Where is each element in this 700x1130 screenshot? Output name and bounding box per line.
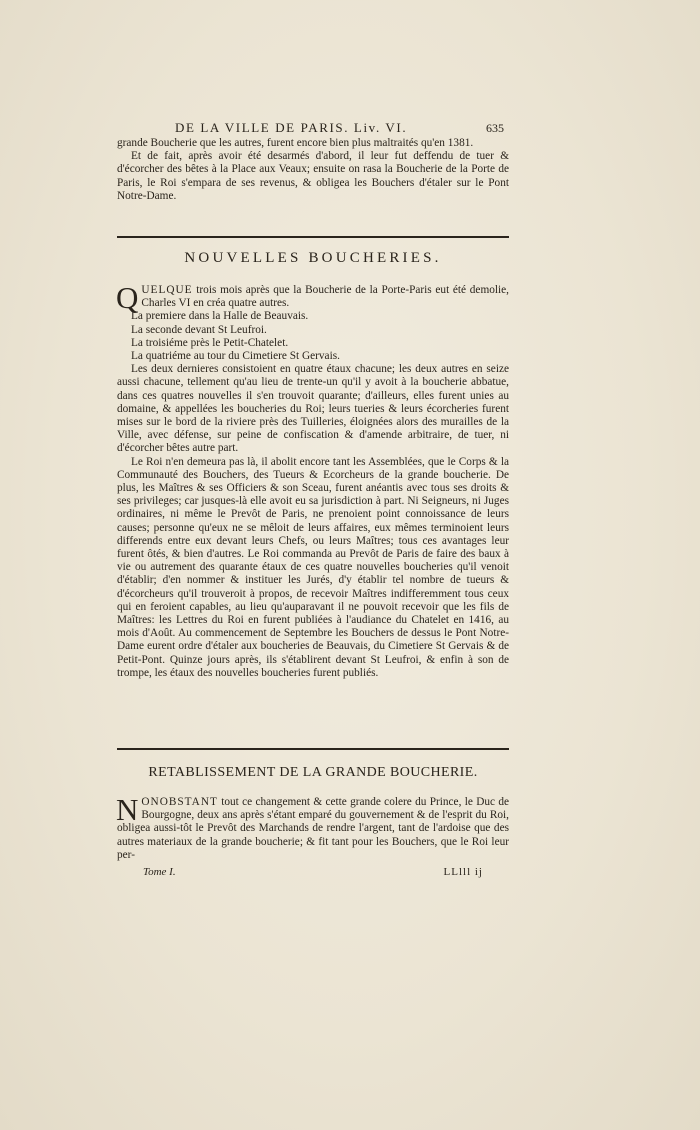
section2-opening-paragraph xyxy=(116,792,509,862)
section1-opening-paragraph xyxy=(116,280,509,315)
dropcap-n: N xyxy=(116,792,139,827)
section2-body xyxy=(116,792,509,862)
dropcap-q: Q xyxy=(116,280,139,315)
section-divider xyxy=(117,748,509,750)
section-divider xyxy=(117,236,509,238)
opening-text: tout ce changement & cette grande colere du Prince, le Duc de Bourgogne, deux ans après s'étant emparé du gouvernement & de l'esprit du Roi, obligea aussi-tôt le Prevôt des Marchands de rendre l'argent, tant de l'ardoise que des autres materiaux de la grande boucherie; & fit tant pour les Bouchers, que le Roi leur per- xyxy=(117,796,509,861)
body-paragraph: Les deux dernieres consistoient en quatre étaux chacune; les deux autres en seize aussi chacune, tellement qu'au lieu de trente-un qu'il y avoit à la boucherie abbatue, dans ces quatres nouvelles il s'en trouvoit quarante; d'ailleurs, elles furent unies au domaine, & appellées les boucheries du Roi; leurs tueries & leurs écorcheries furent mises sur le bord de la riviere près des Tuilleries, éloignées alors des murailles de la Ville, avec défense, sur peine de confiscation & d'amende arbitraire, de tuer, ni d'écorcher bêtes autre part. xyxy=(117,363,509,455)
list-item: La quatriéme au tour du Cimetiere St Gervais. xyxy=(131,350,340,363)
list-item: La premiere dans la Halle de Beauvais. xyxy=(131,310,309,323)
opening-word: UELQUE xyxy=(141,284,193,296)
volume-label: Tome I. xyxy=(143,866,176,878)
list-item: La seconde devant St Leufroi. xyxy=(131,323,267,336)
page-number: 635 xyxy=(486,121,504,135)
opening-text: trois mois après que la Boucherie de la Porte-Paris eut été demolie, Charles VI en créa quatre autres. xyxy=(141,284,509,310)
running-head: DE LA VILLE DE PARIS. Liv. VI. xyxy=(175,120,408,135)
page-footer xyxy=(143,866,483,878)
opening-word: ONOBSTANT xyxy=(141,796,218,808)
section1-body xyxy=(116,280,509,680)
body-paragraph: Le Roi n'en demeura pas là, il abolit encore tant les Assemblées, que le Corps & la Communauté des Bouchers, des Tueurs & Ecorcheurs de la grande boucherie. De plus, les Maîtres & ses Officiers & son Sceau, furent anéantis avec tous ses droits & ses privileges; car jusques-là elle avoit eu sa jurisdiction à part. Ni Seigneurs, ni Juges ordinaires, ni même le Prevôt de Paris, ne prenoient point connoissance de leurs causes; personne qu'eux ne se mêloit de leurs affaires, eux mêmes terminoient leurs differends entre eux devant leurs Chefs, ou leurs Maîtres; tous ces avantages leur furent ôtés, & bien d'autres. Le Roi commanda au Prevôt de Paris de faire des baux à vie ou autrement des quarante étaux de ces quatre nouvelles boucheries qu'il venoit d'établir; d'en nommer & instituer les Jurés, d'y établir tel nombre de tueurs & d'écorcheurs qu'il trouveroit à propos, de recevoir Maîtres indifferemment tous ceux qui en feroient capables, au lieu qu'auparavant il ne pouvoit recevoir que les fils de Maîtres: les Lettres du Roi en furent publiées à l'audiance du Chatelet en 1416, au mois d'Août. Au commencement de Septembre les Bouchers de dessus le Pont Notre-Dame eurent ordre d'étaler aux boucheries de Beauvais, du Cimetiere St Gervais & de Petit-Pont. Quinze jours après, ils s'établirent devant St Leufroi, & enfin à son de trompe, les étaux des nouvelles boucheries furent publiés. xyxy=(117,455,509,679)
list-item: La troisiéme près le Petit-Chatelet. xyxy=(131,336,289,349)
intro-paragraph-1: grande Boucherie que les autres, furent encore bien plus maltraités qu'en 1381. xyxy=(117,137,474,149)
section-title-retablissement: RETABLISSEMENT DE LA GRANDE BOUCHERIE. xyxy=(148,765,478,780)
intro-text xyxy=(117,137,509,203)
signature-mark: LLlll ij xyxy=(443,866,483,878)
intro-paragraph-2: Et de fait, après avoir été desarmés d'abord, il leur fut deffendu de tuer & d'écorcher des bêtes à la Place aux Veaux; ensuite on rasa la Boucherie de la Porte de Paris, le Roi s'empara de ses revenus, & obligea les Bouchers d'étaler sur le Pont Notre-Dame. xyxy=(117,150,509,202)
section-title-nouvelles-boucheries: NOUVELLES BOUCHERIES. xyxy=(184,250,442,266)
